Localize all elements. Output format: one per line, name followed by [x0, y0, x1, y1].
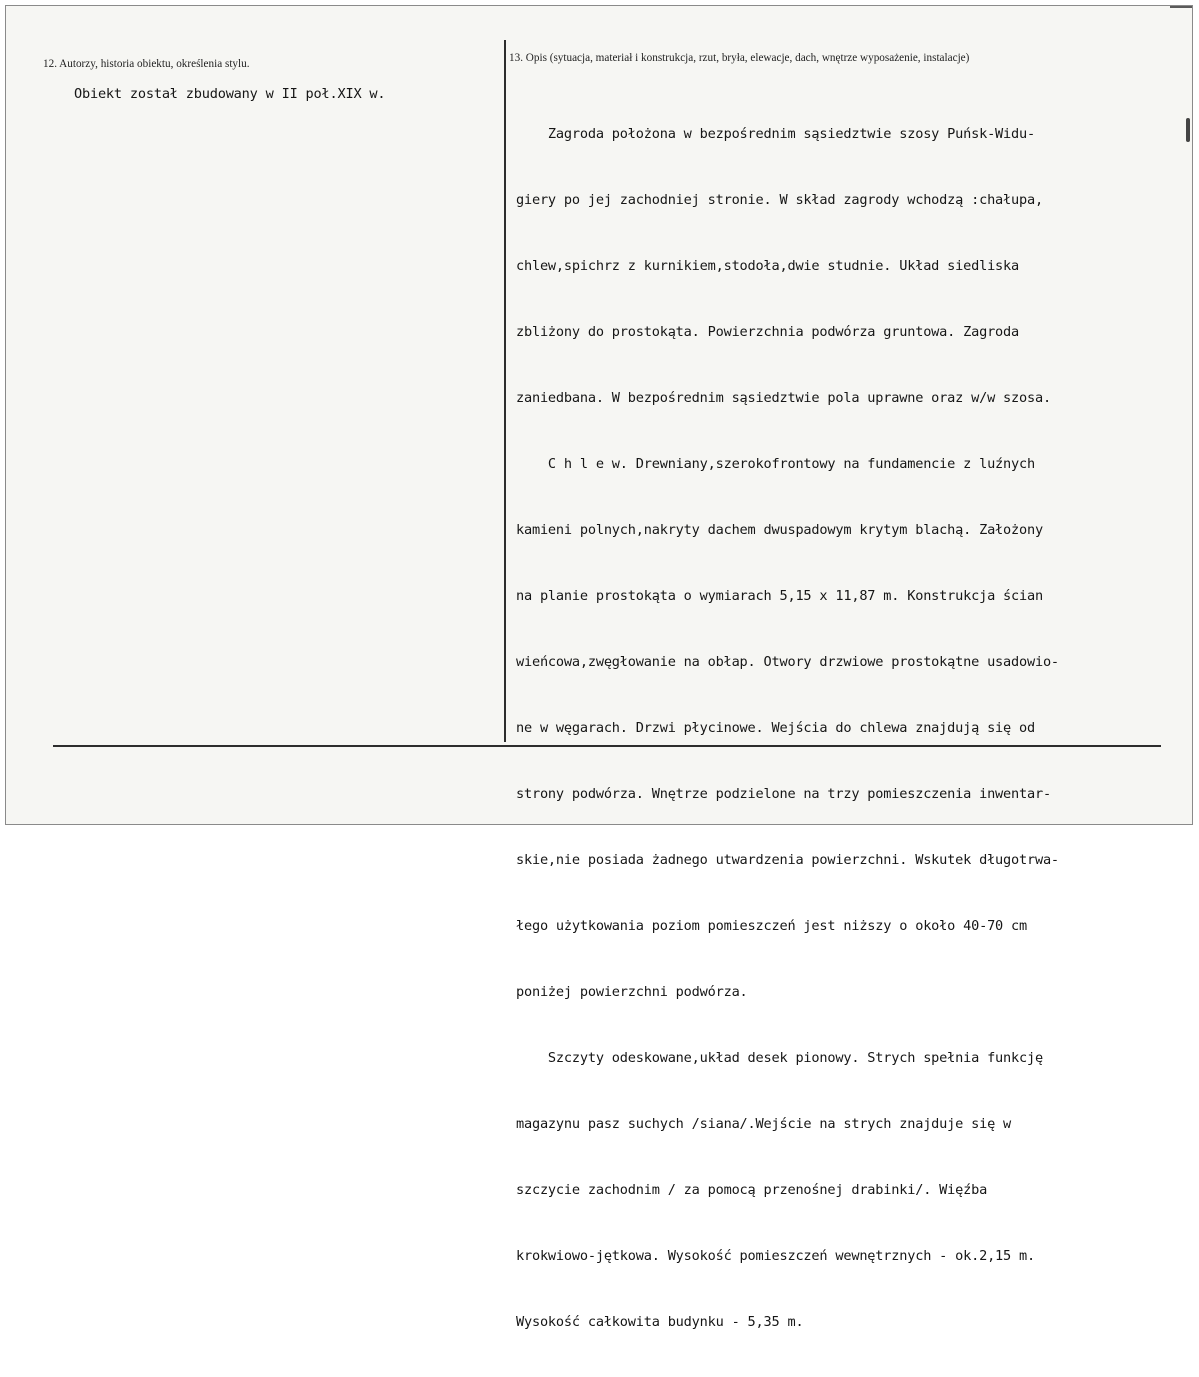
text-line: strony podwórza. Wnętrze podzielone na trzy pomieszczenia inwentar- [516, 786, 1051, 802]
section-13-heading: 13. Opis (sytuacja, materiał i konstrukcja, rzut, bryła, elewacje, dach, wnętrze wyposażenie, instalacje) [509, 52, 970, 64]
text-line: zbliżony do prostokąta. Powierzchnia podwórza gruntowa. Zagroda [516, 324, 1020, 340]
text-line: Wysokość całkowita budynku - 5,35 m. [516, 1314, 804, 1330]
text-line: krokwiowo-jętkowa. Wysokość pomieszczeń wewnętrznych - ok.2,15 m. [516, 1248, 1035, 1264]
text-line: łego użytkowania poziom pomieszczeń jest niższy o około 40-70 cm [516, 918, 1027, 934]
record-card [5, 5, 1193, 1330]
text-line: ne w węgarach. Drzwi płycinowe. Wejścia do chlewa znajdują się od [516, 720, 1035, 736]
scroll-marker [1186, 118, 1190, 142]
text-line: szczycie zachodnim / za pomocą przenośnej drabinki/. Więźba [516, 1182, 988, 1198]
text-line: kamieni polnych,nakryty dachem dwuspadowym krytym blachą. Założony [516, 522, 1043, 538]
column-divider [504, 40, 506, 742]
section-12-heading: 12. Autorzy, historia obiektu, określenia stylu. [43, 58, 250, 70]
text-line: Zagroda położona w bezpośrednim sąsiedztwie szosy Puńsk-Widu- [516, 126, 1035, 142]
section-12-text: Obiekt został zbudowany w II poł.XIX w. [74, 86, 386, 102]
text-line: giery po jej zachodniej stronie. W skład zagrody wchodzą :chałupa, [516, 192, 1043, 208]
card-corner-edge [1170, 6, 1192, 8]
text-line: C h l e w. Drewniany,szerokofrontowy na fundamencie z luźnych [516, 456, 1035, 472]
text-line: wieńcowa,zwęgłowanie na obłap. Otwory drzwiowe prostokątne usadowio- [516, 654, 1059, 670]
section-13-text [516, 79, 1059, 1377]
text-line: magazynu pasz suchych /siana/.Wejście na strych znajduje się w [516, 1116, 1012, 1132]
text-line: zaniedbana. W bezpośrednim sąsiedztwie pola uprawne oraz w/w szosa. [516, 390, 1051, 406]
text-line: Szczyty odeskowane,układ desek pionowy. Strych spełnia funkcję [516, 1050, 1043, 1066]
text-line: poniżej powierzchni podwórza. [516, 984, 748, 1000]
text-line: na planie prostokąta o wymiarach 5,15 x 11,87 m. Konstrukcja ścian [516, 588, 1043, 604]
text-line: chlew,spichrz z kurnikiem,stodoła,dwie studnie. Układ siedliska [516, 258, 1020, 274]
text-line: skie,nie posiada żadnego utwardzenia powierzchni. Wskutek długotrwa- [516, 852, 1059, 868]
